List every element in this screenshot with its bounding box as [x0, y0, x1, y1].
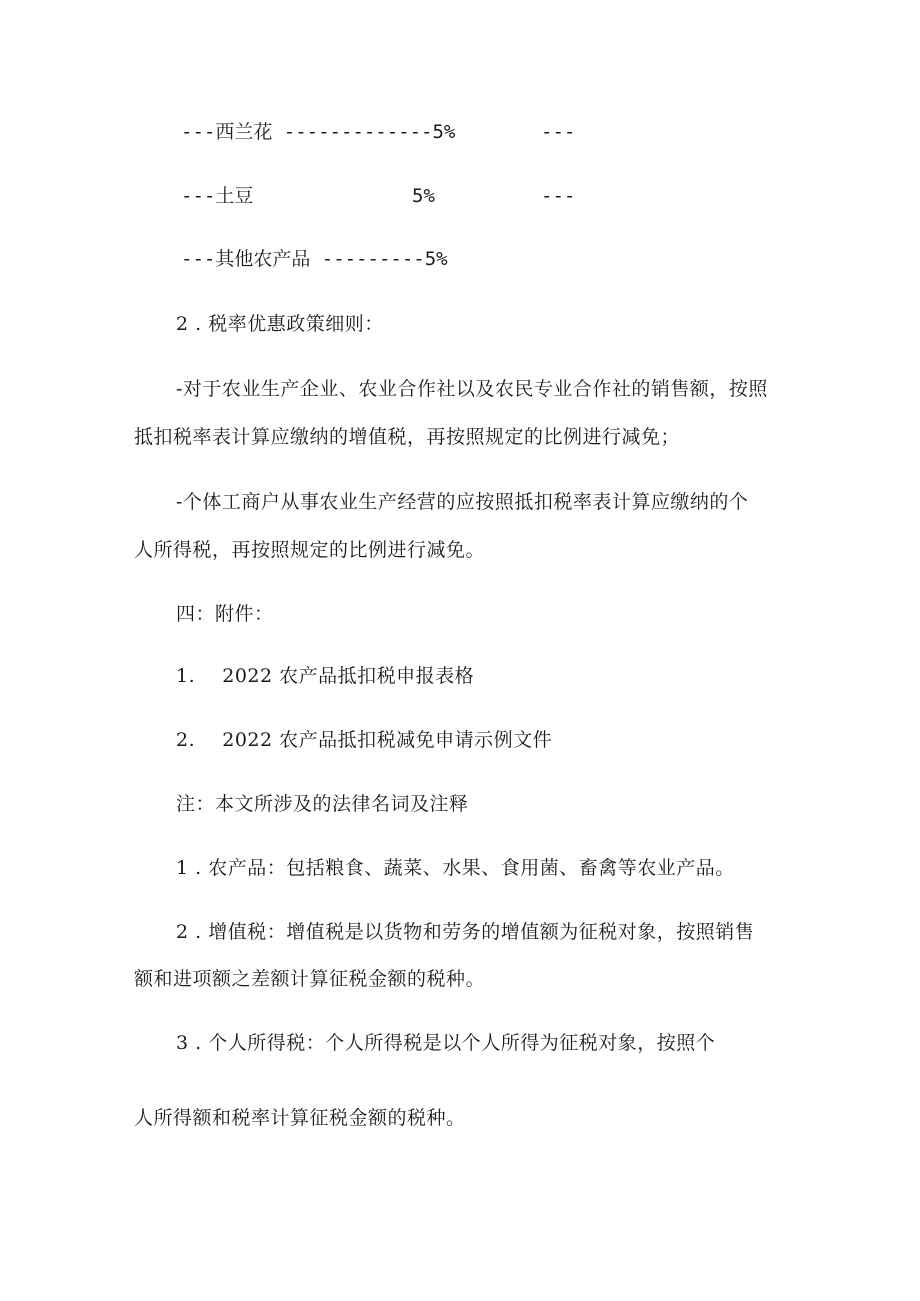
rate-row-tail: --- — [541, 121, 576, 143]
note-item-continued: 人所得额和税率计算征税金额的税种。 — [134, 1107, 466, 1129]
paragraph-line: 抵扣税率表计算应缴纳的增值税，再按照规定的比例进行减免； — [134, 426, 681, 448]
list-item-text: 2022 农产品抵扣税申报表格 — [222, 665, 475, 687]
list-item — [176, 728, 552, 752]
rate-row-broccoli — [181, 120, 455, 144]
paragraph-line: -个体工商户从事农业生产经营的应按照抵扣税率表计算应缴纳的个 — [176, 491, 749, 513]
note-item: 3 . 个人所得税：个人所得税是以个人所得为征税对象，按照个 — [176, 1032, 716, 1054]
rate-row-label: ---西兰花 -------------5% — [181, 121, 456, 143]
list-item-number: 1. — [176, 665, 196, 687]
rate-row-other: ---其他农产品 ---------5% — [181, 248, 448, 270]
section-heading: 四：附件： — [176, 603, 274, 625]
section-heading: 2 . 税率优惠政策细则： — [176, 313, 384, 335]
rate-row-tail: --- — [541, 185, 576, 207]
note-item: 2 . 增值税：增值税是以货物和劳务的增值额为征税对象，按照销售 — [176, 921, 755, 943]
note-item-continued: 额和进项额之差额计算征税金额的税种。 — [134, 968, 486, 990]
list-item-text: 2022 农产品抵扣税减免申请示例文件 — [222, 729, 553, 751]
paragraph-line: -对于农业生产企业、农业合作社以及农民专业合作社的销售额，按照 — [176, 378, 768, 400]
list-item — [176, 664, 474, 688]
rate-row-rate: 5% — [412, 185, 435, 207]
rate-row-potato: ---土豆 — [181, 185, 254, 207]
paragraph-line: 人所得税，再按照规定的比例进行减免。 — [134, 539, 486, 561]
list-item-number: 2. — [176, 729, 196, 751]
note-item: 1 . 农产品：包括粮食、蔬菜、水果、食用菌、畜禽等农业产品。 — [176, 857, 735, 879]
notes-heading: 注：本文所涉及的法律名词及注释 — [176, 793, 469, 815]
